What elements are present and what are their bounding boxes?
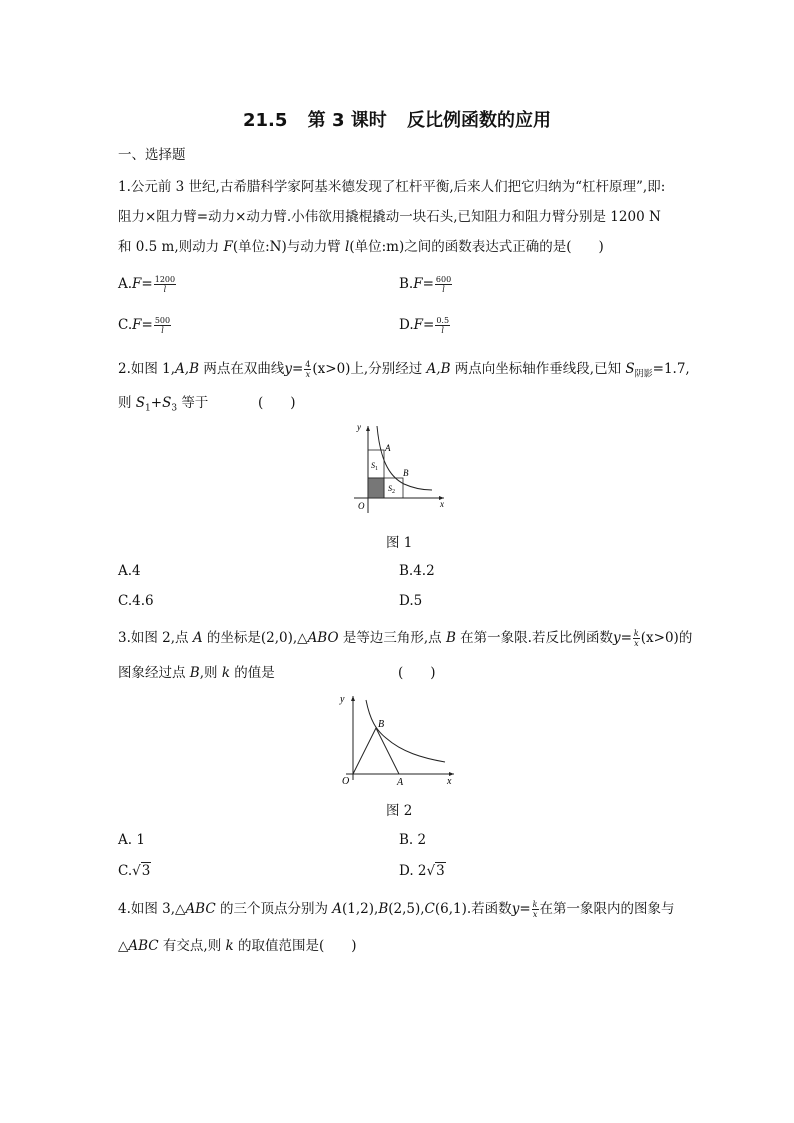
q2-option-b[interactable]: B.4.2 — [399, 563, 435, 579]
q1-text: (单位:N)与动力臂 — [232, 239, 345, 255]
q2-var-s1: S — [135, 395, 146, 411]
q2-condition: (x>0) — [312, 361, 351, 377]
q2-text: 两点向坐标轴作垂线段,已知 — [450, 361, 626, 377]
q2-sub-1: 1 — [145, 403, 151, 414]
option-label: B. — [399, 276, 414, 292]
title-topic: 反比例函数的应用 — [407, 110, 552, 131]
q3-option-b[interactable] — [399, 831, 426, 849]
label-a: A — [385, 443, 391, 453]
denominator: l — [161, 326, 164, 335]
label-s1: $S_1$ — [371, 461, 378, 472]
numerator: 0.5 — [436, 316, 450, 325]
q2-text: =1.7, — [652, 361, 690, 377]
q1-text: (单位:m)之间的函数表达式正确的是( ) — [349, 239, 604, 255]
denominator: l — [441, 326, 444, 335]
q1-line1: 1.公元前 3 世纪,古希腊科学家阿基米德发现了杠杆平衡,后来人们把它归纳为“杠杆原理”,即: — [118, 179, 666, 195]
q4-var-y: y — [511, 901, 520, 917]
q4-text: 的取值范围是( ) — [233, 938, 357, 954]
option-eq: = — [422, 276, 434, 292]
q3-text: 在第一象限.若反比例函数 — [455, 630, 613, 646]
q1-line3 — [118, 238, 604, 256]
q2-points: A,B — [175, 361, 200, 377]
option-var: F — [132, 276, 142, 292]
q4-point-c: C — [424, 901, 435, 917]
q3-text: 的坐标是(2,0),△ — [202, 630, 308, 646]
option-fraction — [435, 316, 450, 335]
numerator: k — [532, 900, 538, 909]
q4-text: △ — [118, 938, 129, 954]
radicand: 3 — [436, 863, 445, 879]
page-title — [0, 106, 794, 132]
q2-text: 2.如图 1, — [118, 361, 176, 377]
label-a: A — [397, 777, 404, 788]
q3-point-a: A — [192, 630, 203, 646]
q3-text: 图象经过点 — [118, 665, 190, 681]
q2-text: 等于 — [177, 395, 209, 411]
figure-2-caption: 图 2 — [386, 803, 413, 819]
figure-1 — [340, 418, 460, 518]
option-var: F — [413, 276, 423, 292]
denominator: l — [442, 285, 445, 294]
q4-line1 — [118, 900, 675, 919]
q2-text: 两点在双曲线 — [199, 361, 285, 377]
q2-subscript: 阴影 — [634, 369, 653, 380]
q3-line2 — [118, 664, 275, 682]
label-y: y — [340, 694, 345, 705]
q3-text: 的值是 — [230, 665, 275, 681]
q2-var-s: S — [625, 361, 635, 377]
label-x: x — [447, 776, 452, 787]
q1-text: 和 0.5 m,则动力 — [118, 239, 224, 255]
hyperbola-curve — [377, 426, 432, 490]
option-label: C. — [118, 317, 133, 333]
option-label: D. 2 — [399, 863, 427, 879]
title-lesson: 第 3 课时 — [307, 110, 387, 131]
q2-var-y: y — [284, 361, 292, 377]
option-label: B. 2 — [399, 832, 427, 848]
q4-text: 的三个顶点分别为 — [215, 901, 333, 917]
q4-eq: = — [519, 901, 531, 917]
numerator: 4 — [305, 360, 311, 369]
q3-text: 是等边三角形,点 — [338, 630, 446, 646]
q3-triangle: ABO — [307, 630, 339, 646]
q4-text: 在第一象限内的图象与 — [539, 901, 675, 917]
option-label: A. — [118, 276, 133, 292]
numerator: 500 — [154, 316, 171, 325]
numerator: 600 — [435, 275, 452, 284]
q1-option-d[interactable] — [399, 316, 451, 335]
q3-answer-paren: ( ) — [398, 665, 436, 681]
denominator: x — [532, 910, 538, 919]
q2-eq: = — [291, 361, 304, 377]
option-var: F — [413, 317, 424, 333]
q2-option-c[interactable]: C.4.6 — [118, 593, 154, 609]
option-eq: = — [141, 317, 153, 333]
q4-text: 有交点,则 — [158, 938, 226, 954]
label-s2: $S_2$ — [388, 484, 395, 495]
option-eq: = — [141, 276, 153, 292]
option-eq: = — [423, 317, 435, 333]
label-b: B — [403, 468, 409, 478]
shaded-region — [368, 478, 384, 498]
figure-2 — [330, 690, 460, 790]
label-o: O — [342, 776, 350, 787]
q1-line2: 阻力×阻力臂=动力×动力臂.小伟欲用撬棍撬动一块石头,已知阻力和阻力臂分别是 1200 N — [118, 209, 661, 225]
q1-var-f: F — [223, 239, 233, 255]
q2-line2 — [118, 394, 208, 418]
q1-option-b[interactable] — [399, 275, 453, 294]
q3-fraction — [633, 629, 640, 648]
q4-triangle: ABC — [128, 938, 159, 954]
q2-option-a[interactable]: A.4 — [118, 563, 141, 579]
triangle-abo — [353, 728, 399, 774]
option-label: C. — [118, 863, 133, 879]
y-arrow — [351, 696, 355, 701]
option-fraction — [435, 275, 452, 294]
q4-var-k: k — [225, 938, 234, 954]
q4-text: 4.如图 3,△ — [118, 901, 186, 917]
q4-point-a: A — [332, 901, 343, 917]
y-arrow — [366, 426, 370, 431]
q2-points: A,B — [426, 361, 451, 377]
q4-coord-a: (1,2), — [342, 901, 379, 917]
q2-text: 则 — [118, 395, 136, 411]
q4-coord-c: (6,1).若函数 — [434, 901, 512, 917]
q2-text: 上,分别经过 — [350, 361, 427, 377]
q4-triangle: ABC — [185, 901, 216, 917]
denominator: x — [634, 639, 639, 648]
q4-coord-b: (2,5), — [388, 901, 425, 917]
q4-point-b: B — [378, 901, 389, 917]
numerator: 1200 — [154, 275, 176, 284]
denominator: l — [163, 285, 167, 294]
q2-answer-paren: ( ) — [258, 395, 296, 411]
denominator: x — [305, 370, 311, 379]
q2-fraction — [304, 360, 311, 379]
q3-condition: (x>0)的 — [640, 630, 693, 646]
q1-option-c[interactable] — [118, 316, 172, 335]
section-heading: 一、选择题 — [118, 147, 186, 163]
q3-text: ,则 — [199, 665, 222, 681]
q3-line1 — [118, 629, 692, 648]
sqrt-icon: √ — [426, 863, 436, 879]
q3-option-c[interactable] — [118, 862, 151, 880]
q3-point-b: B — [445, 630, 456, 646]
q4-fraction — [532, 900, 539, 919]
q3-point-b: B — [189, 665, 200, 681]
q3-option-d[interactable] — [399, 862, 446, 880]
q1-var-l: l — [345, 239, 350, 255]
radicand: 3 — [141, 863, 151, 879]
option-label: D. — [399, 317, 414, 333]
q3-text: 3.如图 2,点 — [118, 630, 193, 646]
q3-option-a[interactable] — [118, 831, 145, 849]
figure-1-caption: 图 1 — [386, 535, 413, 551]
q4-line2 — [118, 937, 357, 955]
q3-eq: = — [620, 630, 632, 646]
q2-plus: + — [150, 395, 163, 411]
label-y: y — [357, 422, 361, 432]
label-b: B — [378, 719, 385, 730]
q3-var-y: y — [612, 630, 621, 646]
q2-var-s3: S — [162, 395, 172, 411]
q3-var-k: k — [221, 665, 230, 681]
q2-sub-3: 3 — [171, 403, 178, 414]
label-x: x — [440, 499, 444, 509]
option-var: F — [132, 317, 142, 333]
option-fraction — [154, 316, 171, 335]
option-fraction — [154, 275, 176, 294]
numerator: k — [633, 629, 639, 638]
q2-line1 — [118, 360, 690, 384]
option-label: A. 1 — [118, 832, 145, 848]
q2-option-d[interactable]: D.5 — [399, 593, 423, 609]
q1-option-a[interactable] — [118, 275, 177, 294]
sqrt-icon: √ — [132, 863, 141, 879]
title-number: 21.5 — [242, 110, 288, 131]
label-o: O — [358, 501, 365, 511]
